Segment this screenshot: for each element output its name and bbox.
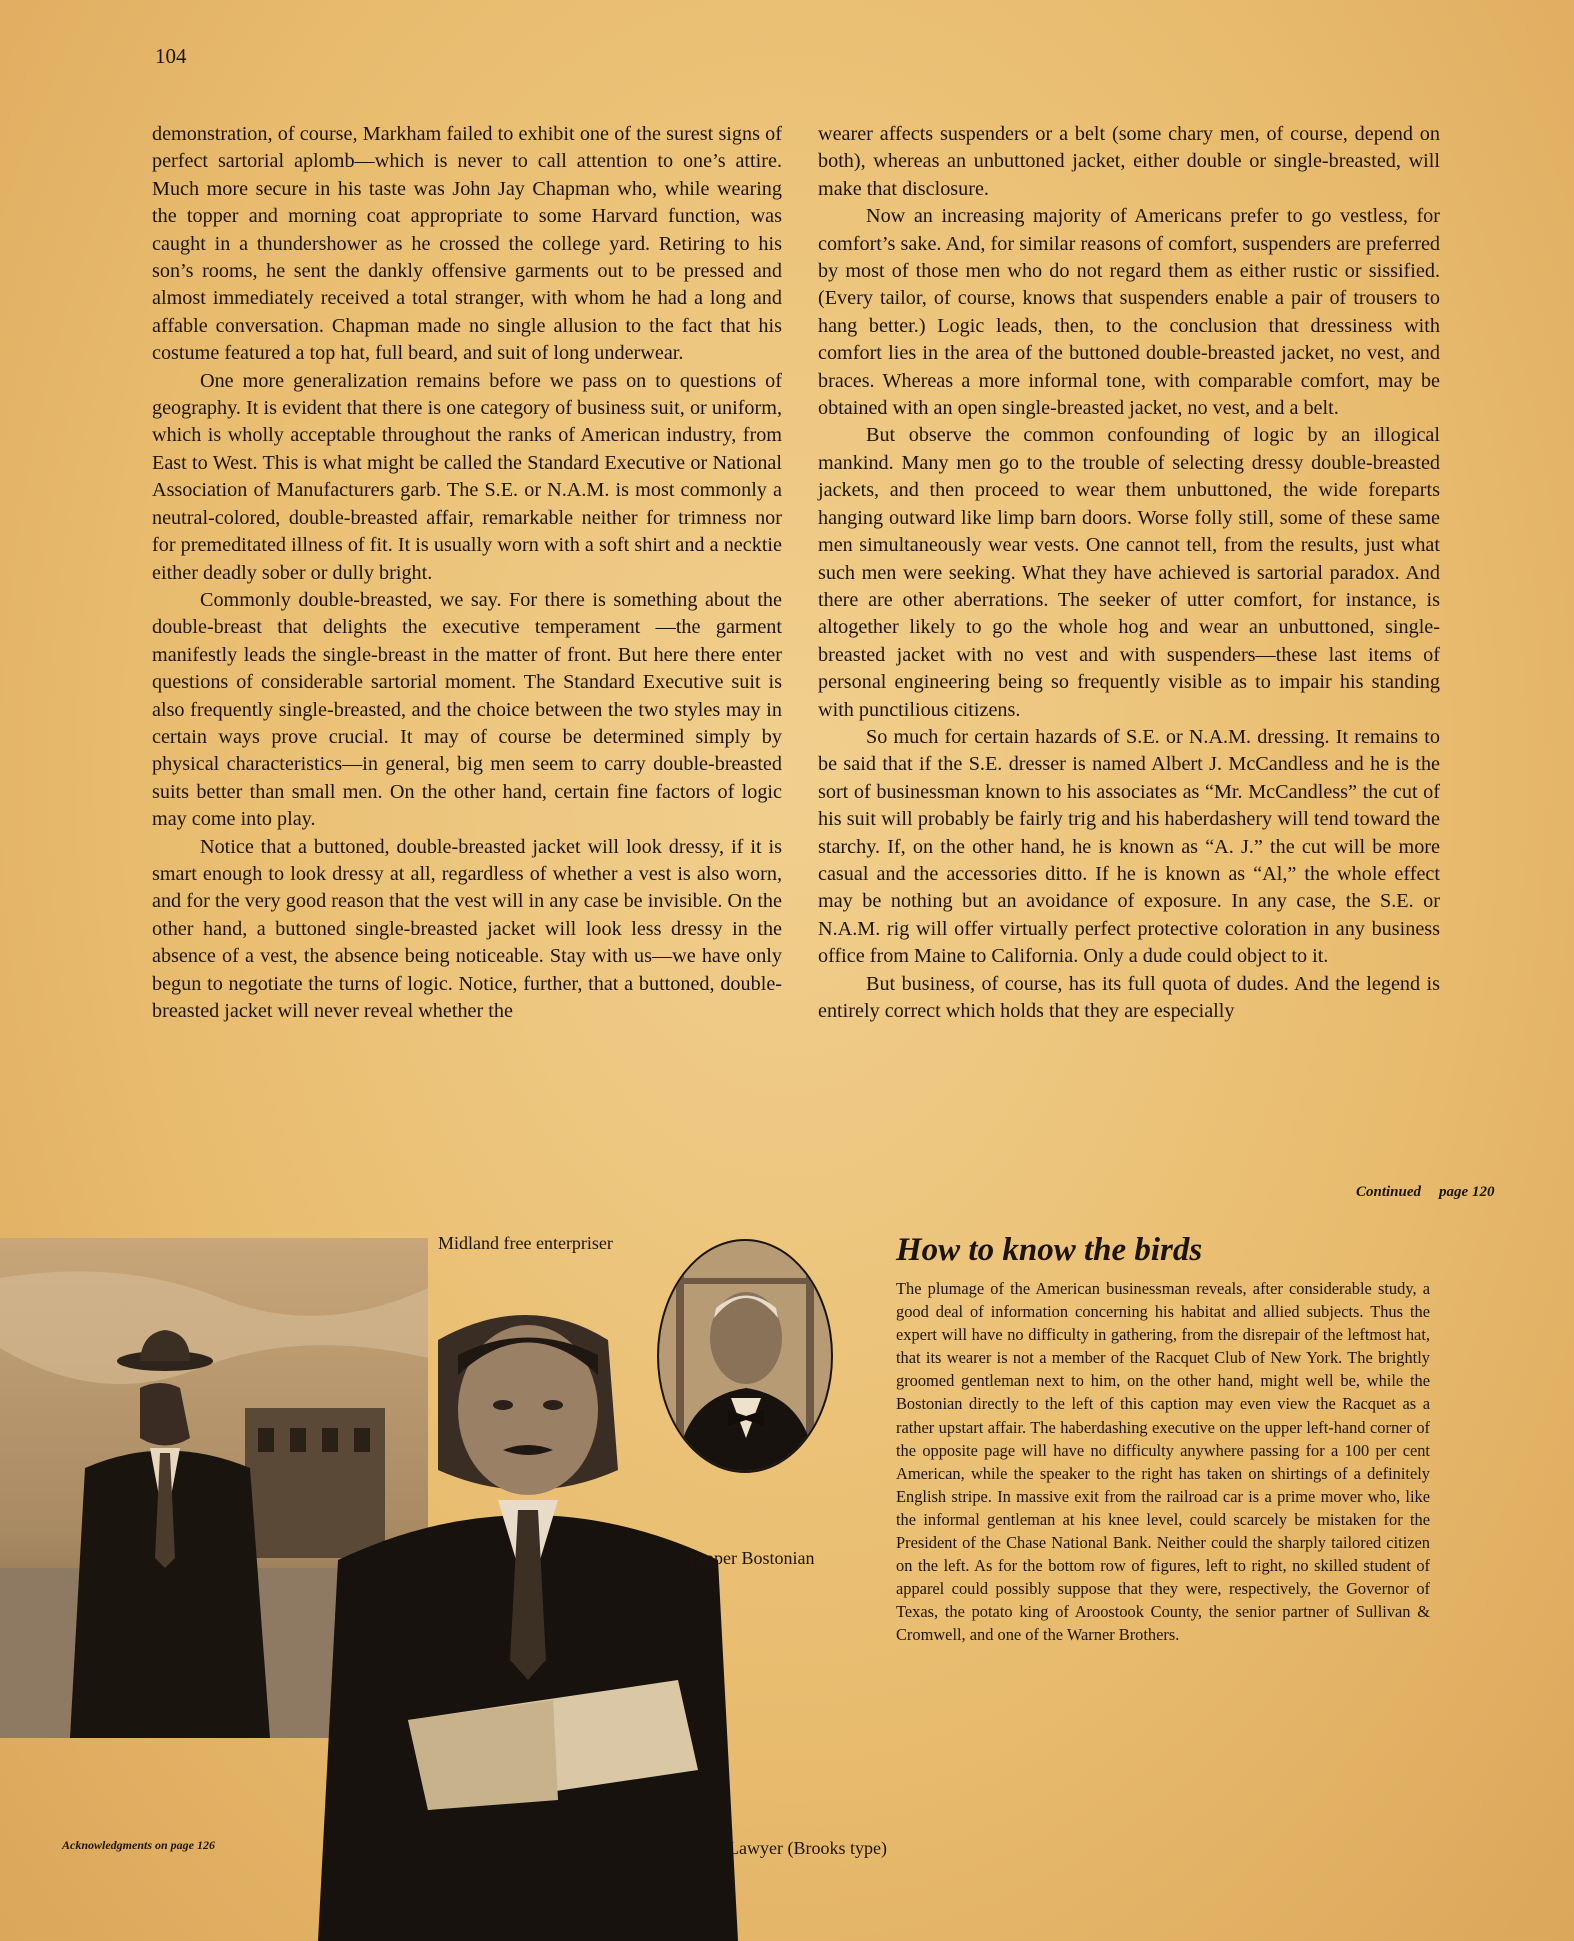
paragraph: But business, of course, has its full quota of dudes. And the legend is entirely correct which holds that they are especially (818, 972, 1440, 1022)
paragraph: But observe the common confounding of logic by an illogical mankind. Many men go to the trouble of selecting dressy double-breasted jackets, and then proceed to wear them unbuttoned, the wide foreparts hanging outward like limp barn doors. Worse folly still, some of these same men simultaneously wear vests. One cannot tell, from the results, just what such men were seeking. What they have achieved is sartorial paradox. And there are other aberrations. The seeker of utter comfort, for instance, is altogether likely to go the whole hog and wear an unbuttoned, single-breasted jacket with no vest and with suspenders—these last items of personal engineering being so frequently visible as to impair his standing with punctilious citizens. (818, 424, 1440, 721)
caption-midland: Midland free enterpriser (438, 1233, 613, 1253)
paragraph: One more generalization remains before we pass on to questions of geography. It is evident that there is one category of business suit, or uniform, which is wholly acceptable throughout the ranks of American industry, from East to West. This is what might be called the Standard Executive or National Association of Manufacturers garb. The S.E. or N.A.M. is most commonly a neutral-colored, double-breasted affair, remarkable neither for trimness nor for premeditated illness of fit. It is usually worn with a soft shirt and a necktie either deadly sober or dully bright. (152, 369, 782, 584)
continued-page: page 120 (1439, 1184, 1495, 1200)
paragraph: So much for certain hazards of S.E. or N.A.M. dressing. It remains to be said that if the S.E. dresser is named Albert J. McCandless and he is the sort of businessman known to his associates as “Mr. McCandless” the cut of his suit will probably be fairly trig and his haberdashery will tend toward the starchy. If, on the other hand, he is known as “A. J.” the cut will be more casual and the accessories ditto. If he is known as “Al,” the whole effect may be nothing but an avoidance of exposure. In any case, the S.E. or N.A.M. rig will offer virtually perfect protective coloration in any business office from Maine to California. Only a dude could object to it. (818, 725, 1440, 968)
page-number: 104 (155, 44, 187, 68)
paragraph: Commonly double-breasted, we say. For there is something about the double-breast that delights the executive temperament —the garment manifestly leads the single-breast in the matter of front. But here there enter questions of considerable sartorial moment. The Standard Executive suit is also frequently single-breasted, and the choice between the two styles may in certain ways prove crucial. It may of course be determined simply by physical characteristics—in general, big men seem to carry double-breasted suits better than small men. On the other hand, certain fine factors of logic may come into play. (152, 588, 782, 831)
left-column (152, 121, 782, 1025)
paragraph: demonstration, of course, Markham failed to exhibit one of the surest signs of perfect sartorial aplomb—which is never to call attention to one’s attire. Much more secure in his taste was John Jay Chapman who, while wearing the topper and morning coat appropriate to some Harvard function, was caught in a thundershower as he crossed the college yard. Retiring to his son’s rooms, he sent the dankly offensive garments out to be pressed and almost immediately received a total stranger, with whom he had a long and affable conversation. Chapman made no single allusion to the fact that his costume featured a top hat, full beard, and suit of long underwear. (152, 123, 782, 365)
feature-title: How to know the birds (896, 1232, 1203, 1268)
paragraph: Now an increasing majority of Americans prefer to go vestless, for comfort’s sake. And, for similar reasons of comfort, suspenders are preferred by most of those men who do not regard them as either rustic or sissified. (Every tailor, of course, knows that suspenders enable a pair of trousers to hang better.) Logic leads, then, to the conclusion that dressiness with comfort lies in the area of the buttoned double-breasted jacket, no vest, and braces. Whereas a more informal tone, with comparable comfort, may be obtained with an open single-breasted jacket, no vest, and a belt. (818, 205, 1440, 420)
continued-note (1356, 1184, 1494, 1201)
paragraph: wearer affects suspenders or a belt (some chary men, of course, depend on both), whereas an unbuttoned jacket, either double or single-breasted, will make that disclosure. (818, 123, 1440, 200)
paragraph: Notice that a buttoned, double-breasted jacket will look dressy, if it is smart enough to look dressy at all, regardless of whether a vest is also worn, and for the very good reason that the vest will in any case be invisible. On the other hand, a buttoned single-breasted jacket will look less dressy in the absence of a vest, the absence being noticeable. Stay with us—we have only begun to negotiate the turns of logic. Notice, further, that a buttoned, double-breasted jacket will never reveal whether the (152, 835, 782, 1022)
acknowledgments-note: Acknowledgments on page 126 (62, 1838, 216, 1852)
caption-bostonian: Proper Bostonian (689, 1548, 815, 1568)
feature-body: The plumage of the American businessman reveals, after considerable study, a good deal of information concerning his habitat and allied subjects. Thus the expert will have no difficulty in gathering, from the disrepair of the leftmost hat, that its wearer is not a member of the Racquet Club of New York. The brightly groomed gentleman next to him, on the other hand, might well be, while the Bostonian directly to the left of this caption may even view the Racquet as a rather upstart affair. The haberdashing executive on the upper left-hand corner of the opposite page will have no difficulty anywhere passing for a 100 per cent American, while the speaker to the right has taken on shirtings of a definitely English stripe. In massive exit from the railroad car is a prime mover who, like the informal gentleman at his knee level, could scarcely be mistaken for the President of the Chase National Bank. Neither could the sharply tailored citizen on the left. As for the bottom row of figures, left to right, no skilled student of apparel could possibly suppose that they were, respectively, the Governor of Texas, the potato king of Aroostook County, the senior partner of Sullivan & Cromwell, and one of the Warner Brothers. (896, 1279, 1430, 1645)
continued-label: Continued (1356, 1184, 1422, 1200)
right-column (818, 121, 1440, 1025)
caption-lawyer: Lawyer (Brooks type) (728, 1838, 887, 1858)
photo-proper-bostonian (656, 1238, 834, 1475)
